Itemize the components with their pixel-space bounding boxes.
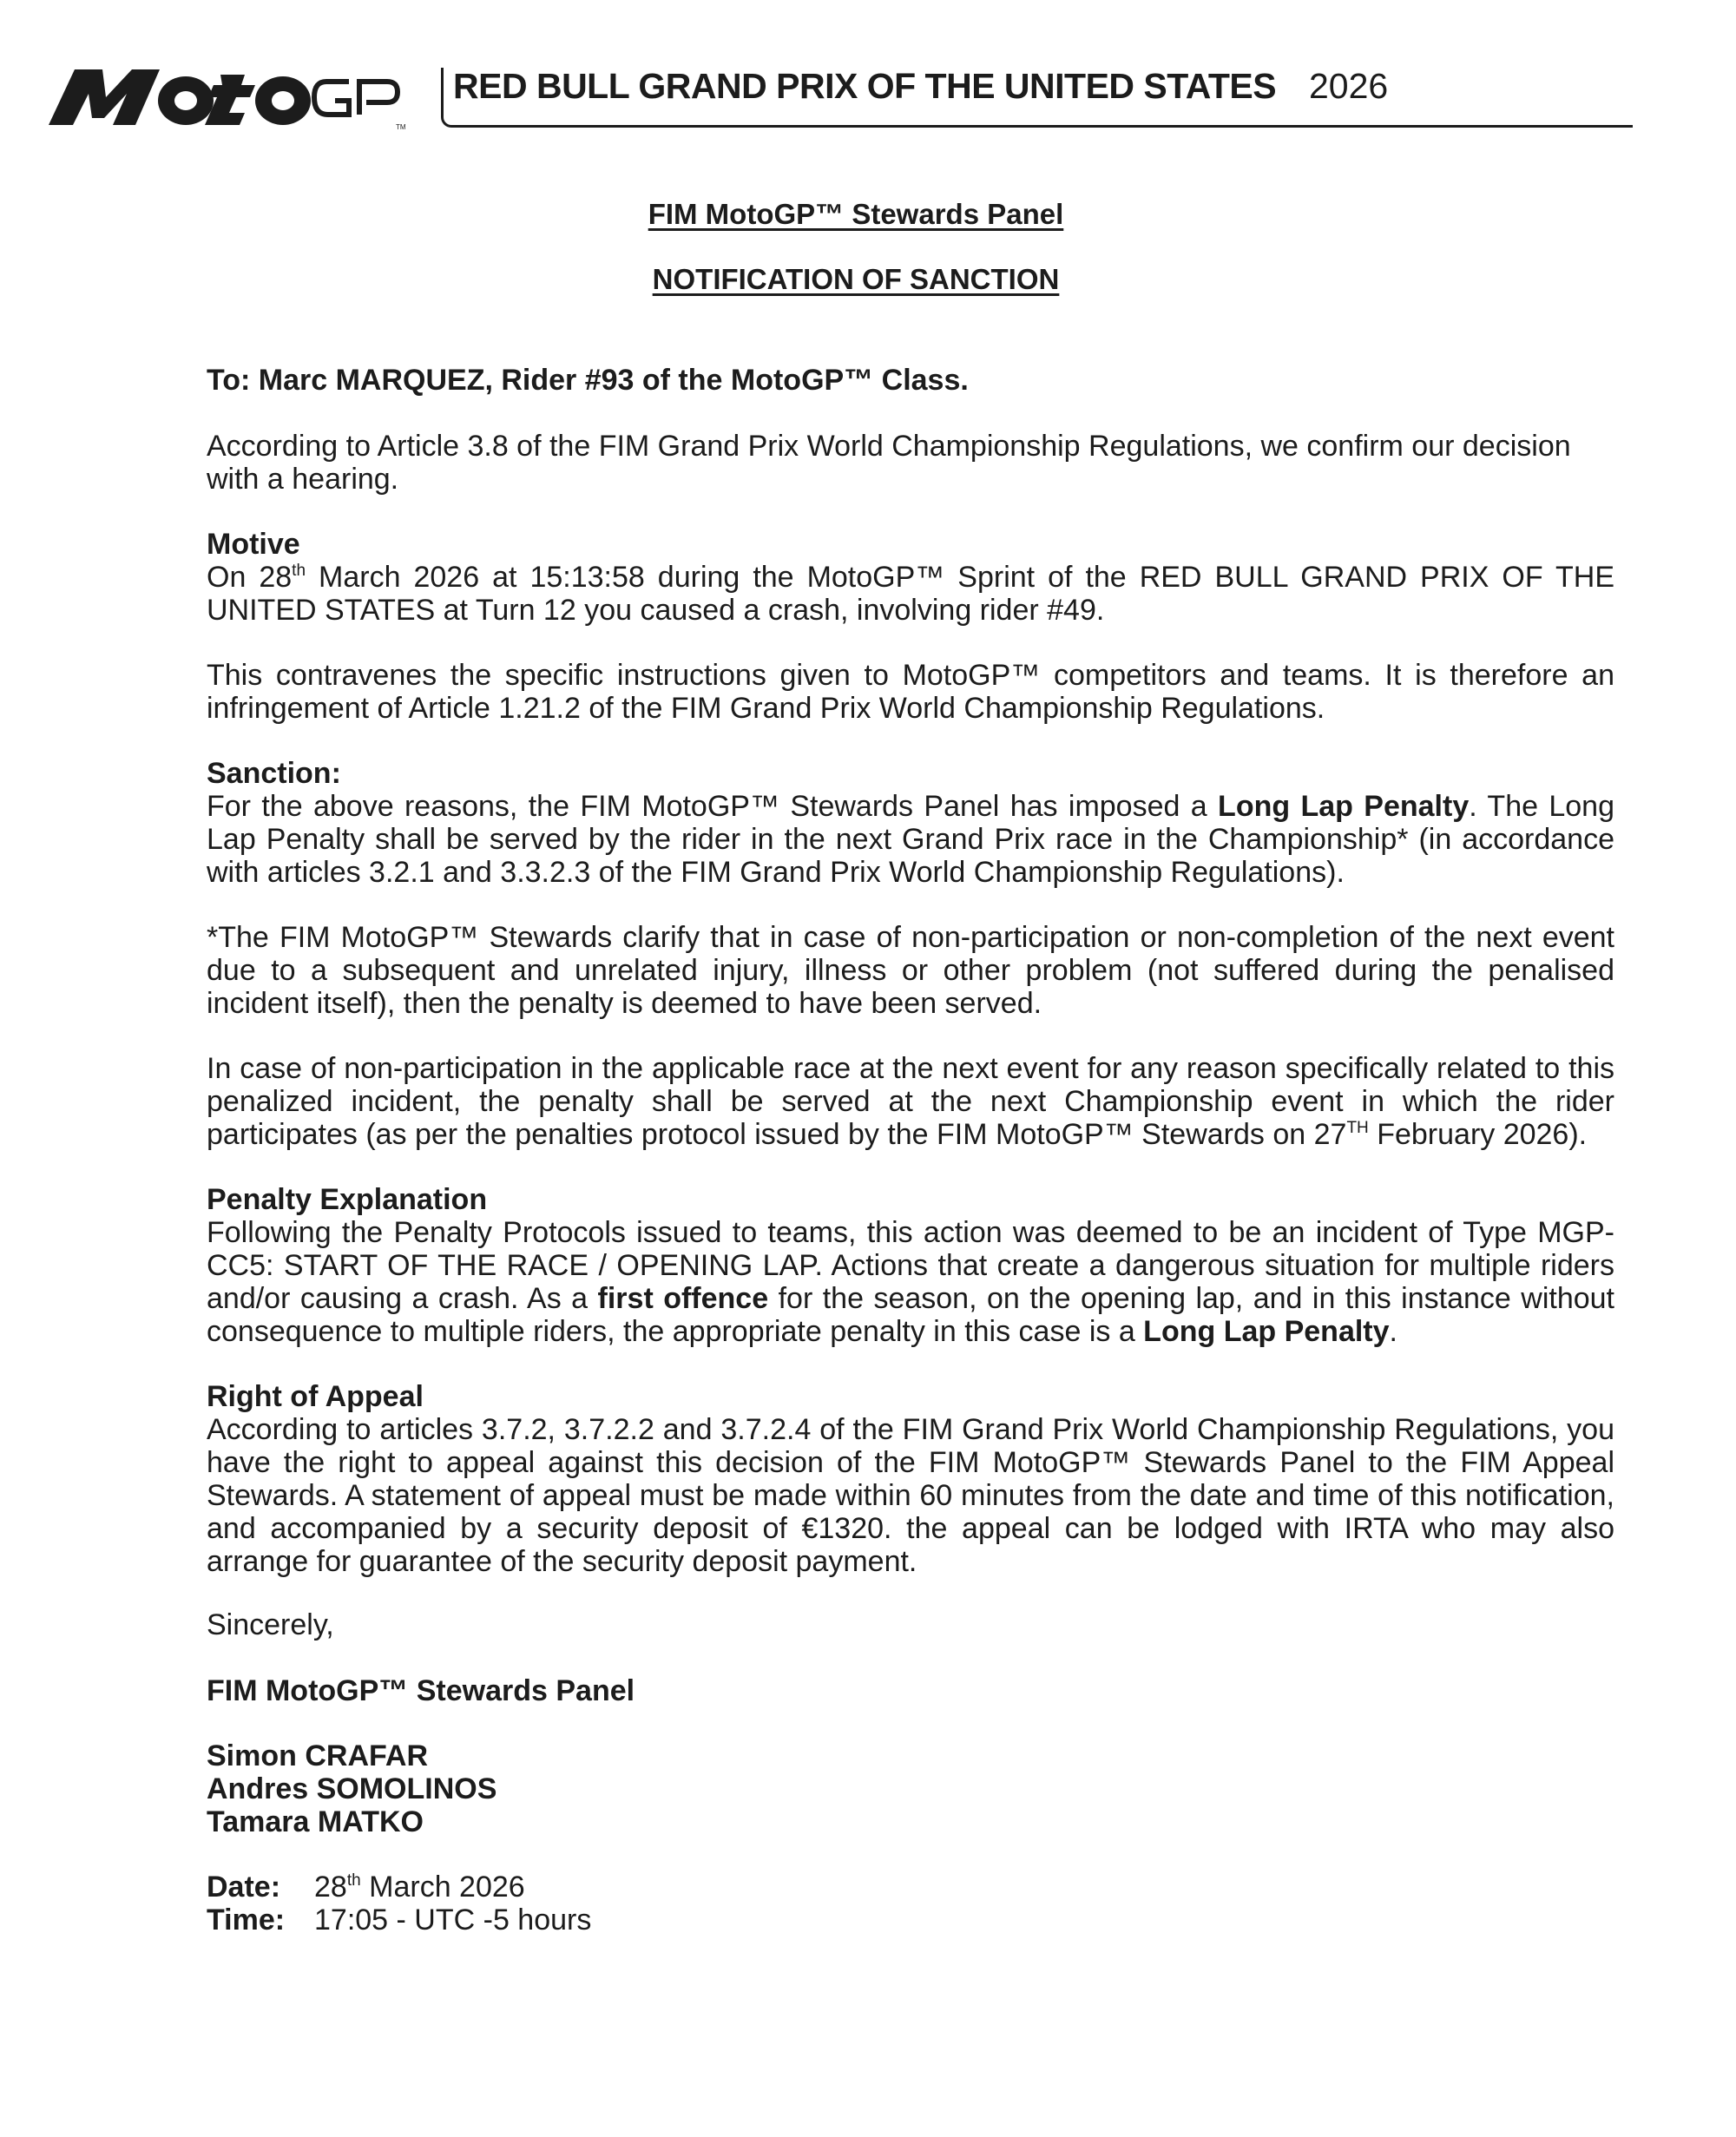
- event-year: 2026: [1309, 66, 1389, 106]
- addressee: To: Marc MARQUEZ, Rider #93 of the MotoGP™ Class.: [207, 364, 969, 397]
- time-value: 17:05 - UTC -5 hours: [314, 1904, 592, 1936]
- explanation-section: [207, 1183, 1614, 1348]
- motive-text: On 28th March 2026 at 15:13:58 during the MotoGP™ Sprint of the RED BULL GRAND PRIX OF THE UNITED STATES at Turn 12 you caused a crash, involving rider #49.: [207, 561, 1614, 627]
- appeal-section: [207, 1380, 1614, 1578]
- explanation-heading: Penalty Explanation: [207, 1183, 488, 1216]
- time-label: Time:: [207, 1904, 286, 1936]
- closing: Sincerely,: [207, 1608, 334, 1641]
- panel-title: FIM MotoGP™ Stewards Panel: [648, 198, 1064, 230]
- steward-list: [207, 1739, 1614, 1838]
- signature-panel: FIM MotoGP™ Stewards Panel: [207, 1674, 635, 1707]
- sanction-heading: Sanction:: [207, 757, 341, 790]
- motive-heading: Motive: [207, 528, 300, 561]
- contravenes-paragraph: [207, 659, 1614, 725]
- clarify-text: *The FIM MotoGP™ Stewards clarify that in case of non-participation or non-completion of the next event due to a subsequent and unrelated injury, illness or other problem (not suffered during the penalised incident itself), then the penalty is deemed to have been served.: [207, 921, 1614, 1020]
- contravenes-text: This contravenes the specific instructions given to MotoGP™ competitors and teams. It is therefore an infringement of Article 1.21.2 of the FIM Grand Prix World Championship Regulations.: [207, 659, 1614, 725]
- date-time-block: [207, 1871, 1614, 1936]
- intro-text: According to Article 3.8 of the FIM Grand Prix World Championship Regulations, we confirm our decision with a hearing.: [207, 430, 1571, 496]
- date-row: [207, 1871, 1614, 1904]
- event-title: RED BULL GRAND PRIX OF THE UNITED STATES: [453, 66, 1277, 106]
- steward-name: Andres SOMOLINOS: [207, 1772, 497, 1805]
- clarify-paragraph: [207, 921, 1614, 1020]
- date-label: Date:: [207, 1871, 281, 1904]
- non-participation-paragraph: [207, 1052, 1614, 1151]
- explanation-text: Following the Penalty Protocols issued to teams, this action was deemed to be an incident of Type MGP-CC5: START OF THE RACE / OPENING LAP. Actions that create a dangerous situation for multiple riders and/or causing a crash. As a first offence for the season, on the opening lap, and in this instance without consequence to multiple riders, the appropriate penalty in this case is a Long Lap Penalty.: [207, 1216, 1614, 1348]
- steward-name: Tamara MATKO: [207, 1805, 424, 1838]
- sanction-section: [207, 757, 1614, 889]
- sanction-text: For the above reasons, the FIM MotoGP™ Stewards Panel has imposed a Long Lap Penalty. The Long Lap Penalty shall be served by the rider in the next Grand Prix race in the Championship* (in accordance with articles 3.2.1 and 3.3.2.3 of the FIM Grand Prix World Championship Regulations).: [207, 790, 1615, 889]
- appeal-text: According to articles 3.7.2, 3.7.2.2 and 3.7.2.4 of the FIM Grand Prix World Championship Regulations, you have the right to appeal against this decision of the FIM MotoGP™ Stewards Panel to the FIM Appeal Stewards. A statement of appeal must be made within 60 minutes from the date and time of this notification, and accompanied by a security deposit of €1320. the appeal can be lodged with IRTA who may also arrange for guarantee of the security deposit payment.: [207, 1413, 1614, 1578]
- time-row: [207, 1904, 1614, 1936]
- svg-text:TM: TM: [396, 123, 406, 131]
- motive-section: [207, 528, 1614, 627]
- notice-title: NOTIFICATION OF SANCTION: [652, 263, 1060, 295]
- steward-name: Simon CRAFAR: [207, 1739, 428, 1772]
- intro-paragraph: [207, 430, 1614, 496]
- page-header: [0, 0, 1736, 148]
- appeal-heading: Right of Appeal: [207, 1380, 424, 1413]
- non-participation-text: In case of non-participation in the applicable race at the next event for any reason specifically related to this penalized incident, the penalty shall be served at the next Championship event in which the rider participates (as per the penalties protocol issued by the FIM MotoGP™ Stewards on 27TH February 2026).: [207, 1052, 1614, 1151]
- motogp-logo: [49, 62, 413, 132]
- date-value: 28th March 2026: [314, 1871, 525, 1904]
